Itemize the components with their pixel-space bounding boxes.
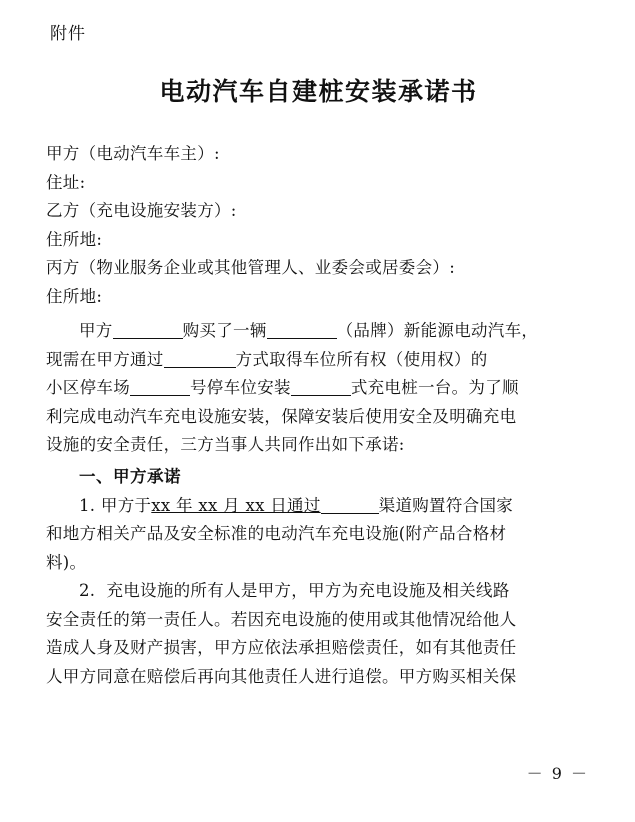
preamble-line-1 <box>46 317 591 346</box>
preamble-text-1c: （品牌）新能源电动汽车， <box>336 321 539 340</box>
section-heading-one: 一、甲方承诺 <box>79 466 181 486</box>
preamble-text-3a: 小区停车场 <box>46 378 130 397</box>
party-line-bingfang-address: 住所地: <box>46 286 103 306</box>
party-line-bingfang: 丙方（物业服务企业或其他管理人、业委会或居委会）: <box>46 258 456 277</box>
item-1-text-b: 渠道购置符合国家 <box>378 495 514 515</box>
section-one-item-1-line-2: 和地方相关产品及安全标准的电动汽车充电设施(附产品合格材 <box>46 524 507 543</box>
item-2-text-1: 充电设施的所有人是甲方，甲方为充电设施及相关线路 <box>106 581 510 600</box>
section-one-item-2-line-1 <box>46 577 591 606</box>
blank-ownership-method <box>164 351 236 368</box>
item-1-date: xx 年 xx 月 xx 日通过 <box>151 495 321 515</box>
preamble-text-3c: 式充电桩一台。为了顺 <box>350 378 519 397</box>
preamble-text-2a: 现需在甲方通过 <box>46 349 164 369</box>
item-1-number: 1. <box>79 495 96 515</box>
item-1-text-a: 甲方于 <box>100 495 152 515</box>
party-line-jiafang: 甲方（电动汽车车主）: <box>46 144 220 163</box>
party-line-jiafang-address: 住址: <box>46 172 86 192</box>
blank-channel <box>321 497 379 514</box>
preamble-line-2 <box>46 346 591 375</box>
attachment-label: 附件 <box>50 24 86 44</box>
section-one-item-2-line-3: 造成人身及财产损害，甲方应依法承担赔偿责任，如有其他责任 <box>46 638 517 657</box>
section-one-item-1-line-1 <box>46 492 591 521</box>
section-one-item-2-line-4: 人甲方同意在赔偿后再向其他责任人进行追偿。甲方购买相关保 <box>46 666 517 686</box>
blank-brand <box>267 322 337 339</box>
preamble-line-5: 设施的安全责任，三方当事人共同作出如下承诺: <box>46 435 405 454</box>
preamble-text-1b: 购买了一辆 <box>182 321 267 340</box>
party-line-yifang-address: 住所地: <box>46 229 103 249</box>
blank-parking-number <box>130 379 190 396</box>
preamble-text-2b: 方式取得车位所有权（使用权）的 <box>235 349 488 369</box>
blank-purchase-1 <box>113 322 183 339</box>
preamble-text-3b: 号停车位安装 <box>190 378 291 397</box>
section-one-item-2-line-2: 安全责任的第一责任人。若因充电设施的使用或其他情况给他人 <box>46 609 517 629</box>
section-one-item-1-line-3: 料)。 <box>46 552 87 572</box>
party-line-yifang: 乙方（充电设施安装方）: <box>46 201 237 220</box>
preamble-line-4: 利完成电动汽车充电设施安装，保障安装后使用安全及明确充电 <box>46 406 517 426</box>
page-title: 电动汽车自建桩安装承诺书 <box>159 77 478 106</box>
item-2-number: 2. <box>79 581 96 600</box>
document-body <box>46 140 591 691</box>
page-number: － 9 － <box>526 764 589 783</box>
blank-charger-type <box>291 379 351 396</box>
preamble-text-1a: 甲方 <box>79 321 113 340</box>
preamble-line-3 <box>46 374 591 403</box>
